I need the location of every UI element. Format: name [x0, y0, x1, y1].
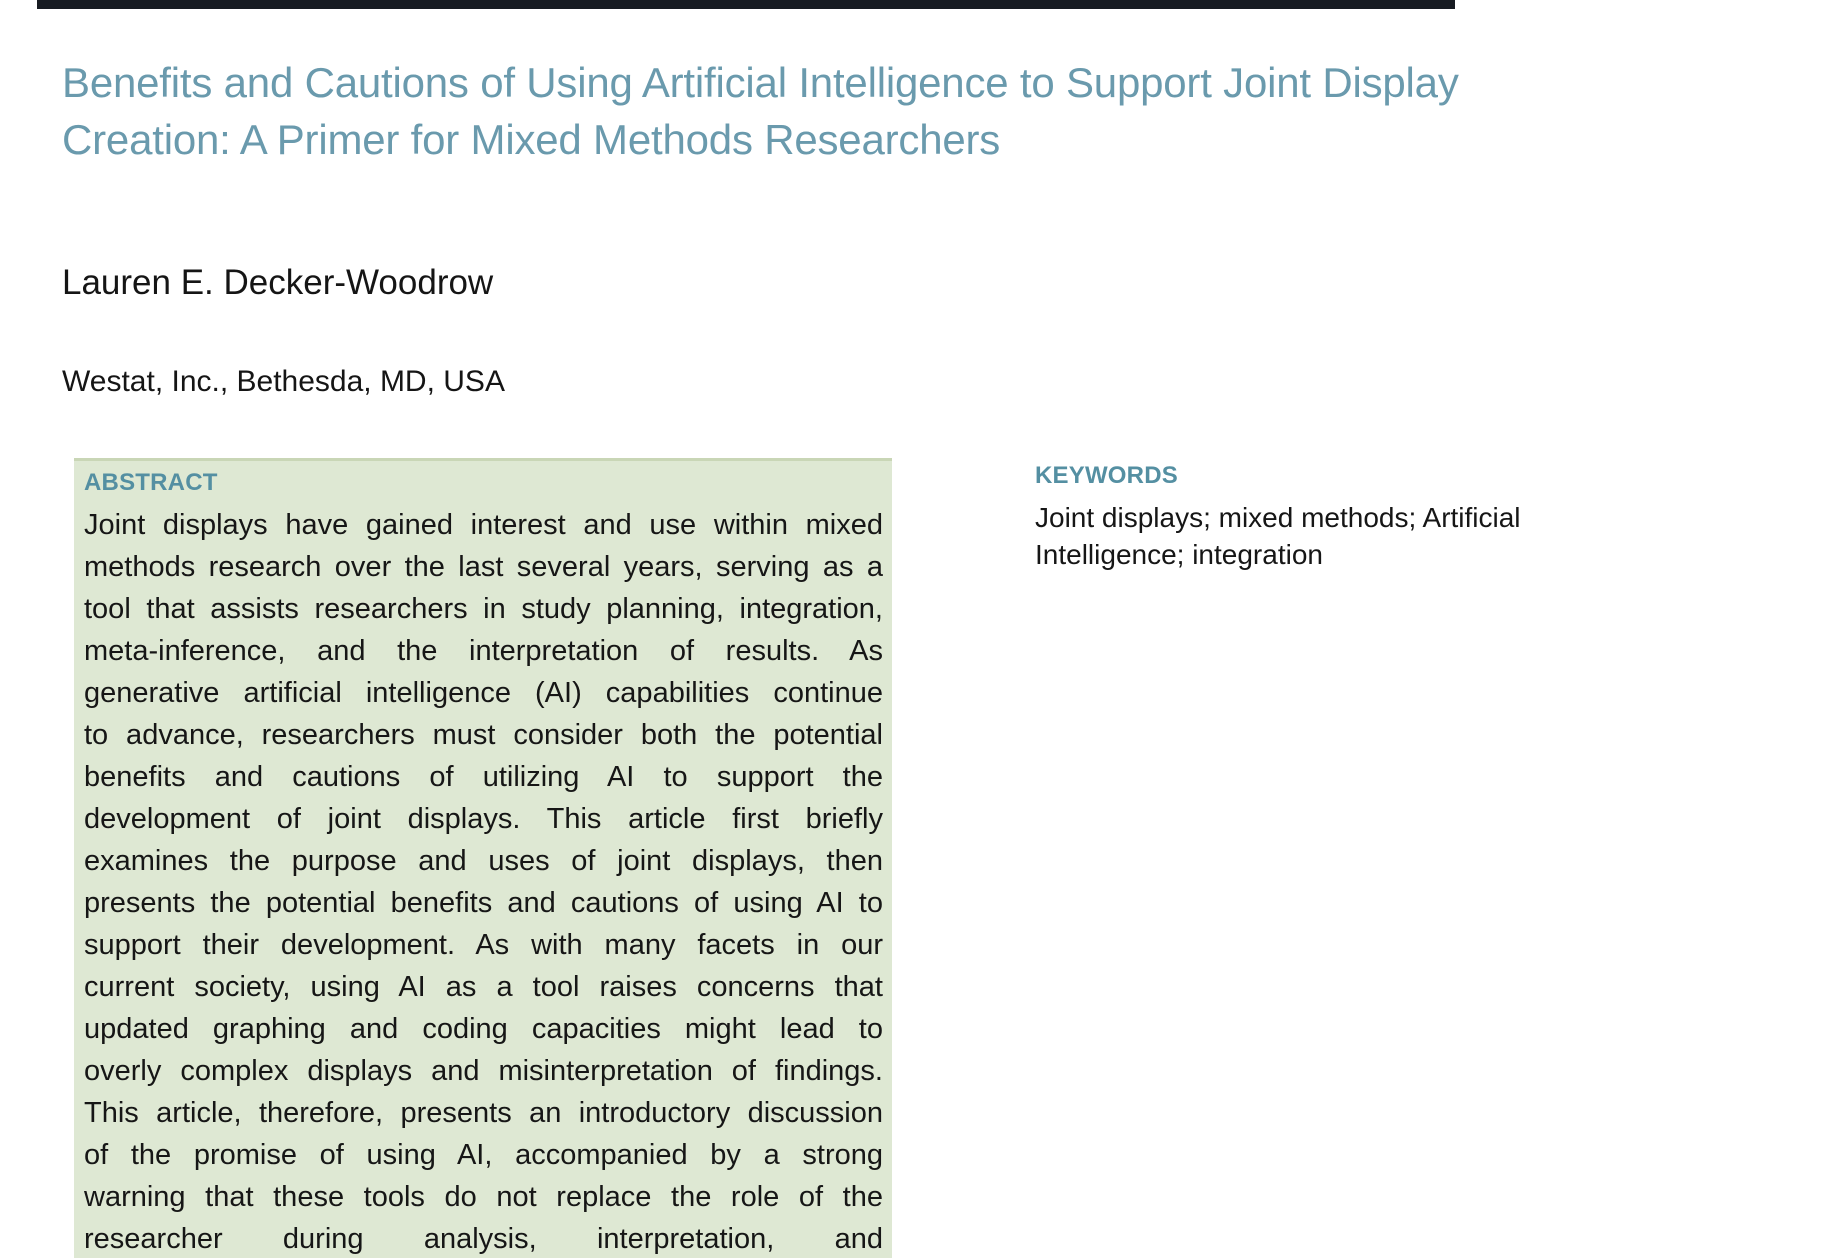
abstract-text-line: benefits and cautions of utilizing AI to support the [84, 761, 883, 793]
page-top-rule [37, 0, 1455, 9]
keywords-heading: KEYWORDS [1035, 462, 1178, 489]
abstract-text-line: overly complex displays and misinterpretation of findings. [84, 1055, 883, 1087]
abstract-text-line: development of joint displays. This article first briefly [84, 803, 883, 835]
keywords-text-line: Joint displays; mixed methods; Artificial [1035, 502, 1521, 533]
abstract-text-line: This article, therefore, presents an introductory discussion [84, 1097, 883, 1129]
article-title-line: Creation: A Primer for Mixed Methods Researchers [62, 116, 1001, 163]
abstract-text-line: support their development. As with many facets in our [84, 929, 883, 961]
abstract-text-line: to advance, researchers must consider both the potential [84, 719, 883, 751]
author-affiliation: Westat, Inc., Bethesda, MD, USA [62, 365, 505, 398]
keywords-section [1035, 458, 1595, 573]
abstract-text-line: updated graphing and coding capacities might lead to [84, 1013, 883, 1045]
abstract-text-line: current society, using AI as a tool raises concerns that [84, 971, 883, 1003]
keywords-text-line: Intelligence; integration [1035, 539, 1323, 570]
article-title-line: Benefits and Cautions of Using Artificial Intelligence to Support Joint Display [62, 59, 1459, 106]
abstract-heading: ABSTRACT [84, 469, 218, 496]
abstract-text-line: Joint displays have gained interest and use within mixed [84, 509, 883, 541]
abstract-text-line: researcher during analysis, interpretation, and [84, 1223, 883, 1255]
abstract-box [74, 458, 892, 1258]
abstract-text-line: warning that these tools do not replace the role of the [84, 1181, 883, 1213]
abstract-text-line: presents the potential benefits and cautions of using AI to [84, 887, 883, 919]
abstract-text-line: meta-inference, and the interpretation of results. As [84, 635, 883, 667]
keywords-text [1035, 499, 1595, 573]
abstract-text-line: examines the purpose and uses of joint displays, then [84, 845, 883, 877]
abstract-text [84, 504, 883, 1260]
author-name: Lauren E. Decker-Woodrow [62, 263, 494, 302]
article-title [62, 54, 1822, 168]
abstract-text-line: generative artificial intelligence (AI) capabilities continue [84, 677, 883, 709]
abstract-text-line: tool that assists researchers in study planning, integration, [84, 593, 883, 625]
abstract-text-line: methods research over the last several years, serving as a [84, 551, 883, 583]
abstract-text-line: of the promise of using AI, accompanied by a strong [84, 1139, 883, 1171]
